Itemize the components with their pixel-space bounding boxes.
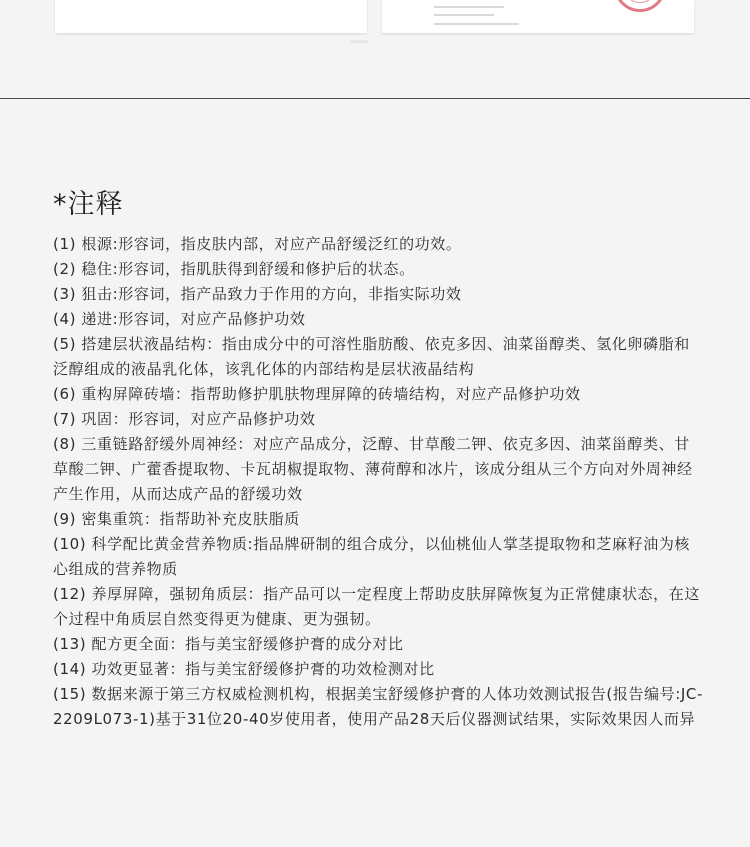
note-item: (5) 搭建层状液晶结构：指由成分中的可溶性脂肪酸、依克多因、油菜甾醇类、氢化卵磷脂和泛醇组成的液晶乳化体，该乳化体的内部结构是层状液晶结构 xyxy=(53,335,690,378)
note-item: (2) 稳住:形容词，指肌肤得到舒缓和修护后的状态。 xyxy=(53,260,415,278)
image-card-left xyxy=(55,0,367,33)
note-item: (8) 三重链路舒缓外周神经：对应产品成分，泛醇、甘草酸二钾、依克多因、油菜甾醇类、甘草酸二钾、广藿香提取物、卡瓦胡椒提取物、薄荷醇和冰片，该成分组从三个方向对外周神经产生作用，从而达成产品的舒缓功效 xyxy=(53,435,693,503)
previous-section-strip xyxy=(0,0,750,60)
notes-list xyxy=(53,232,703,732)
note-item: (14) 功效更显著：指与美宝舒缓修护膏的功效检测对比 xyxy=(53,660,435,678)
note-item: (15) 数据来源于第三方权威检测机构，根据美宝舒缓修护膏的人体功效测试报告(报告编号:JC-2209L073-1)基于31位20-40岁使用者，使用产品28天后仪器测试结果，实际效果因人而异 xyxy=(53,685,703,728)
test-report-card xyxy=(382,0,694,33)
section-divider xyxy=(0,98,750,99)
report-text-line xyxy=(434,14,494,16)
note-item: (1) 根源:形容词，指皮肤内部，对应产品舒缓泛红的功效。 xyxy=(53,235,462,253)
note-item: (7) 巩固：形容词，对应产品修护功效 xyxy=(53,410,316,428)
note-item: (10) 科学配比黄金营养物质:指品牌研制的组合成分，以仙桃仙人掌茎提取物和芝麻籽油为核心组成的营养物质 xyxy=(53,535,691,578)
report-seal-icon xyxy=(614,0,666,12)
note-item: (6) 重构屏障砖墙：指帮助修护肌肤物理屏障的砖墙结构，对应产品修护功效 xyxy=(53,385,581,403)
card-shadow xyxy=(350,40,368,43)
note-item: (13) 配方更全面：指与美宝舒缓修护膏的成分对比 xyxy=(53,635,404,653)
note-item: (9) 密集重筑：指帮助补充皮肤脂质 xyxy=(53,510,300,528)
notes-title: *注释 xyxy=(53,189,124,221)
note-item: (4) 递进:形容词，对应产品修护功效 xyxy=(53,310,306,328)
report-text-line xyxy=(434,6,504,8)
note-item: (3) 狙击:形容词，指产品致力于作用的方向，非指实际功效 xyxy=(53,285,462,303)
note-item: (12) 养厚屏障，强韧角质层：指产品可以一定程度上帮助皮肤屏障恢复为正常健康状态，在这个过程中角质层自然变得更为健康、更为强韧。 xyxy=(53,585,700,628)
report-text-line xyxy=(434,23,519,25)
